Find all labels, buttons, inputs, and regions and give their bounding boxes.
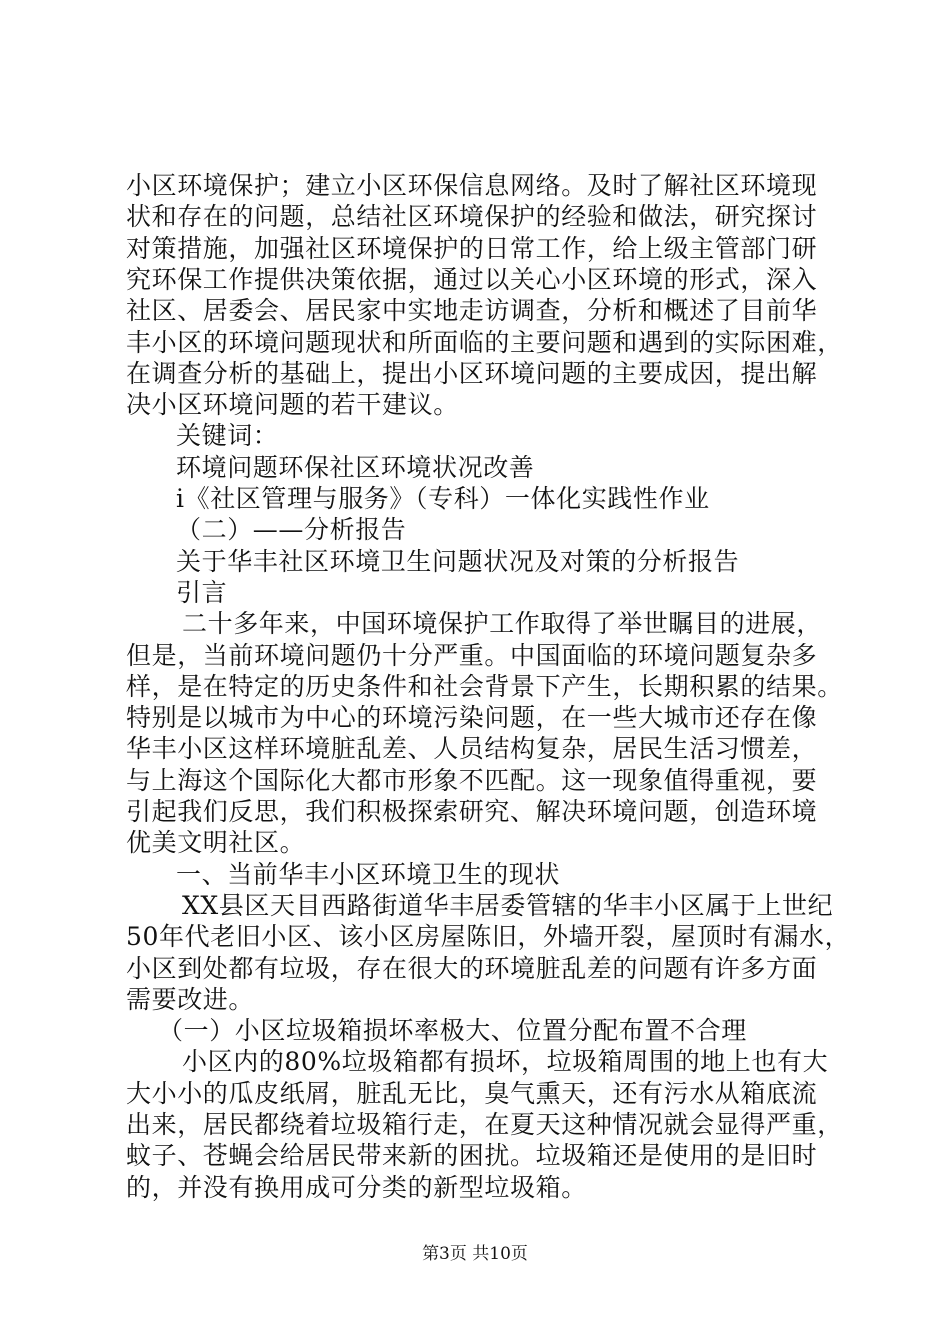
- body-line: 特别是以城市为中心的环境污染问题，在一些大城市还存在像: [126, 703, 818, 732]
- body-line: 小区到处都有垃圾，存在很大的环境脏乱差的问题有许多方面: [126, 954, 818, 983]
- body-line: 优美文明社区。: [126, 828, 306, 857]
- body-line: 与上海这个国际化大都市形象不匹配。这一现象值得重视，要: [126, 766, 818, 795]
- body-line: 大小小的瓜皮纸屑，脏乱无比，臭气熏天，还有污水从箱底流: [126, 1079, 818, 1108]
- body-line: 状和存在的问题，总结社区环境保护的经验和做法，研究探讨: [126, 202, 818, 231]
- body-line: 华丰小区这样环境脏乱差、人员结构复杂，居民生活习惯差，: [126, 734, 818, 763]
- report-subtitle: （二）——分析报告: [176, 515, 407, 544]
- body-line: 小区环境保护；建立小区环保信息网络。及时了解社区环境现: [126, 171, 818, 200]
- body-line: 究环保工作提供决策依据，通过以关心小区环境的形式，深入: [126, 265, 818, 294]
- body-line: 引起我们反思，我们积极探索研究、解决环境问题，创造环境: [126, 797, 818, 826]
- keywords-label: 关键词：: [176, 421, 279, 450]
- page-number-footer: 第3页 共10页: [422, 1244, 528, 1264]
- section-heading-intro: 引言: [176, 578, 228, 607]
- body-line: 的，并没有换用成可分类的新型垃圾箱。: [126, 1173, 587, 1202]
- report-title: 关于华丰社区环境卫生问题状况及对策的分析报告: [176, 547, 740, 576]
- body-line: 社区、居委会、居民家中实地走访调查，分析和概述了目前华: [126, 296, 818, 325]
- section-heading-1: 一、当前华丰小区环境卫生的现状: [176, 860, 561, 889]
- body-line: 在调查分析的基础上，提出小区环境问题的主要成因，提出解: [126, 359, 818, 388]
- body-line: 对策措施，加强社区环境保护的日常工作，给上级主管部门研: [126, 234, 818, 263]
- body-line: 50年代老旧小区、该小区房屋陈旧，外墙开裂，屋顶时有漏水，: [126, 922, 851, 951]
- body-line: 蚊子、苍蝇会给居民带来新的困扰。垃圾箱还是使用的是旧时: [126, 1141, 818, 1170]
- assignment-title: i《社区管理与服务》（专科）一体化实践性作业: [176, 484, 710, 513]
- body-line: XX县区天目西路街道华丰居委管辖的华丰小区属于上世纪: [182, 891, 834, 920]
- keywords-value: 环境问题环保社区环境状况改善: [176, 453, 535, 482]
- body-line: 出来，居民都绕着垃圾箱行走，在夏天这种情况就会显得严重，: [126, 1110, 843, 1139]
- body-line: 二十多年来，中国环境保护工作取得了举世瞩目的进展，: [182, 609, 823, 638]
- body-line: 样，是在特定的历史条件和社会背景下产生，长期积累的结果。: [126, 672, 843, 701]
- body-line: 需要改进。: [126, 985, 255, 1014]
- subsection-heading-1: （一）小区垃圾箱损坏率极大、位置分配布置不合理: [158, 1016, 747, 1045]
- body-line: 但是，当前环境问题仍十分严重。中国面临的环境问题复杂多: [126, 641, 818, 670]
- body-line: 决小区环境问题的若干建议。: [126, 390, 459, 419]
- body-line: 丰小区的环境问题现状和所面临的主要问题和遇到的实际困难，: [126, 328, 843, 357]
- body-line: 小区内的80%垃圾箱都有损坏，垃圾箱周围的地上也有大: [182, 1047, 829, 1076]
